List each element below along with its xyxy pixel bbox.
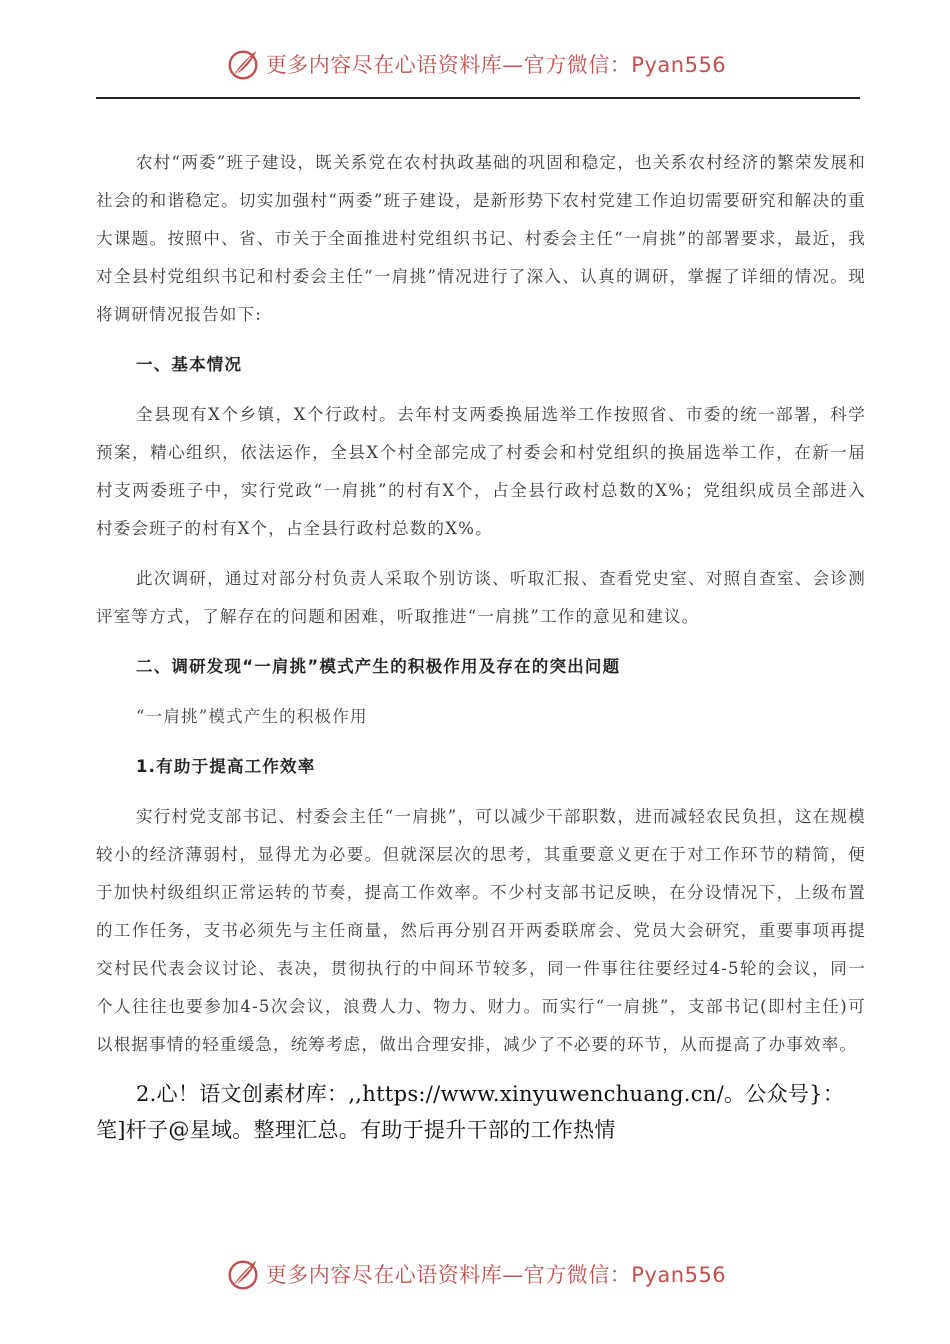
feather-logo-icon	[224, 45, 262, 83]
section-heading-findings: 二、调研发现“一肩挑”模式产生的积极作用及存在的突出问题	[136, 657, 621, 676]
efficiency-paragraph: 实行村党支部书记、村委会主任“一肩挑”，可以减少干部职数，进而减轻农民负担，这在规模较小的经济薄弱村，显得尤为必要。但就深层次的思考，其重要意义更在于对工作环节的精简，便于加快村级组织正常运转的节奏，提高工作效率。不少村支部书记反映，在分设情况下，上级布置的工作任务，支书必须先与主任商量，然后再分别召开两委联席会、党员大会研究，重要事项再提交村民代表会议讨论、表决，贯彻执行的中间环节较多，同一件事往往要经过4-5轮的会议，同一个人往往也要参加4-5次会议，浪费人力、物力、财力。而实行“一肩挑”，支部书记(即村主任)可以根据事情的轻重缓急，统筹考虑，做出合理安排，减少了不必要的环节，从而提高了办事效率。	[96, 807, 866, 1054]
item-2-text: 2.心！语文创素材库：,,https://www.xinyuwenchuang.cn/。公众号}：笔]杆子@星域。整理汇总。有助于提升干部的工作热情	[96, 1082, 845, 1142]
basic-info-paragraph: 全县现有X个乡镇，X个行政村。去年村支两委换届选举工作按照省、市委的统一部署，科学预案，精心组织，依法运作，全县X个村全部完成了村委会和村党组织的换届选举工作，在新一届村支两委班子中，实行党政“一肩挑”的村有X个，占全县行政村总数的X%；党组织成员全部进入村委会班子的村有X个，占全县行政村总数的X%。	[96, 405, 866, 538]
survey-method-paragraph: 此次调研，通过对部分村负责人采取个别访谈、听取汇报、查看党史室、对照自查室、会诊测评室等方式，了解存在的问题和困难，听取推进“一肩挑”工作的意见和建议。	[96, 569, 866, 626]
section-heading-basic: 一、基本情况	[136, 355, 243, 374]
footer-banner-text: 更多内容尽在心语资料库—官方微信：Pyan556	[265, 1263, 727, 1287]
item-heading-efficiency: 1.有助于提高工作效率	[136, 757, 316, 776]
intro-paragraph: 农村“两委”班子建设，既关系党在农村执政基础的巩固和稳定，也关系农村经济的繁荣发展和社会的和谐稳定。切实加强村“两委”班子建设，是新形势下农村党建工作迫切需要研究和解决的重大课题。按照中、省、市关于全面推进村党组织书记、村委会主任“一肩挑”的部署要求，最近，我对全县村党组织书记和村委会主任“一肩挑”情况进行了深入、认真的调研，掌握了详细的情况。现将调研情况报告如下:	[96, 153, 866, 324]
feather-logo-icon	[224, 1255, 262, 1293]
subsection-title: “一肩挑”模式产生的积极作用	[136, 707, 368, 726]
header-banner-text: 更多内容尽在心语资料库—官方微信：Pyan556	[265, 53, 727, 77]
header-divider	[96, 97, 860, 99]
header-banner	[0, 42, 950, 86]
document-body	[96, 144, 866, 1148]
footer-banner	[0, 1252, 950, 1296]
